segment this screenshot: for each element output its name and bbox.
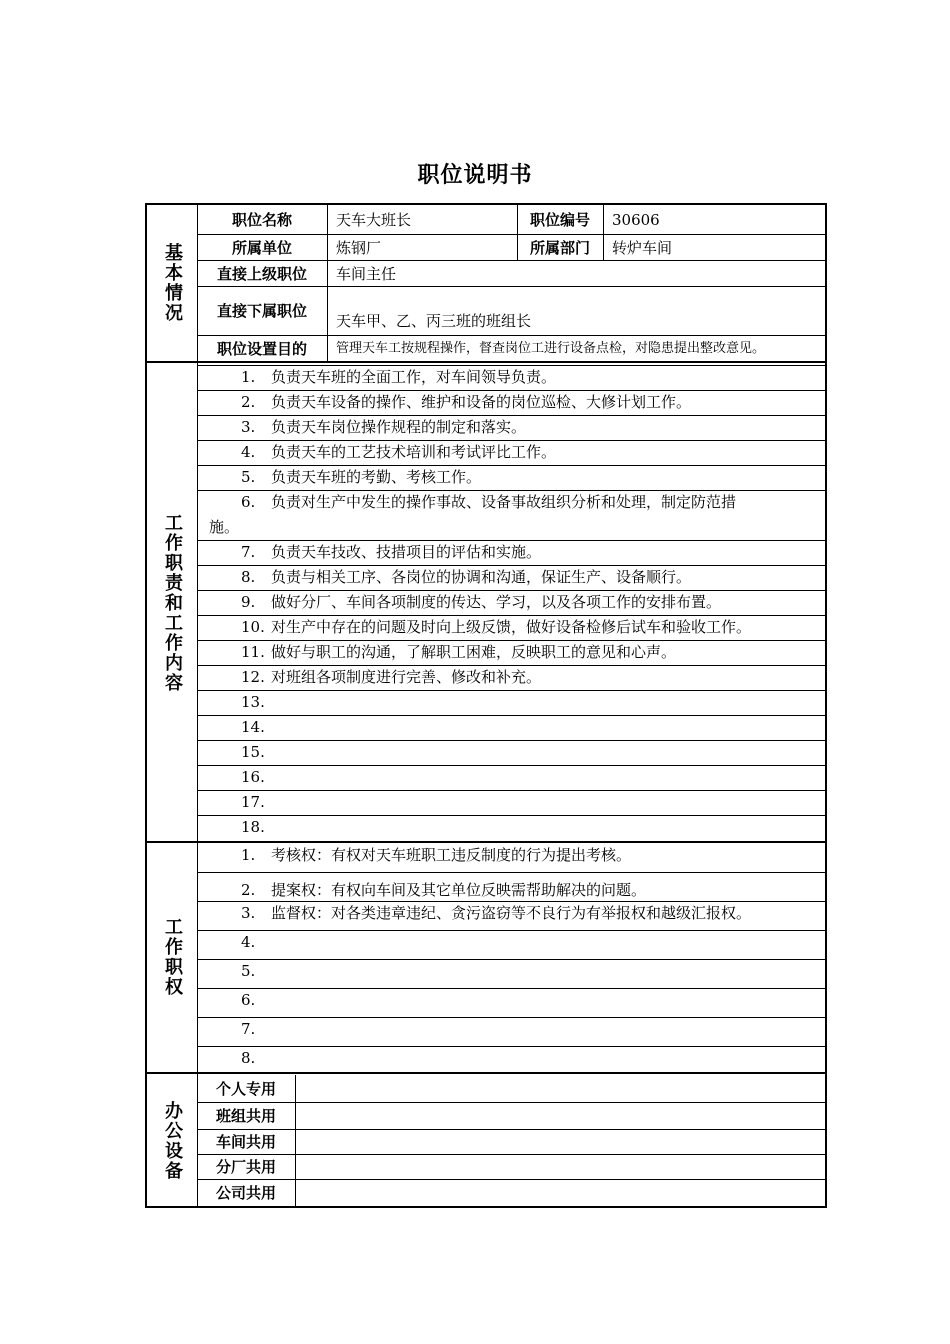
authority-item [209,843,821,872]
duty-number: 5. [241,468,256,486]
authority-item [209,872,821,901]
department-label: 所属部门 [529,238,590,257]
duty-item [209,465,821,490]
equipment-label: 个人专用 [215,1080,276,1098]
duty-number: 9. [241,593,256,611]
duty-text: 负责天车技改、技措项目的评估和实施。 [271,543,542,561]
duty-item [209,590,821,615]
authority-number: 3. [241,904,256,922]
duty-number: 8. [241,568,256,586]
authority-number: 5. [241,962,256,980]
duty-number: 11. [241,643,265,661]
duty-item [209,765,821,790]
authority-item [209,1046,821,1072]
duty-item [209,740,821,765]
duty-number: 17. [241,793,265,811]
authority-item [209,1017,821,1046]
duty-text: 负责与相关工序、各岗位的协调和沟通，保证生产、设备顺行。 [271,568,692,586]
duty-number: 14. [241,718,265,736]
duty-text: 做好分厂、车间各项制度的传达、学习，以及各项工作的安排布置。 [271,593,722,611]
section-authority: 工作职权 [162,917,183,997]
duty-number: 3. [241,418,256,436]
equipment-label: 分厂共用 [215,1158,276,1176]
section-duties: 工作职责和工作内容 [162,513,183,693]
equipment-value [295,1129,823,1154]
duty-text: 负责天车设备的操作、维护和设备的岗位巡检、大修计划工作。 [271,393,692,411]
purpose-label: 职位设置目的 [216,339,307,358]
superior-label: 直接上级职位 [216,264,307,283]
duty-item [209,690,821,715]
authority-item [209,901,821,930]
equipment-value [295,1075,823,1102]
equipment-value [295,1179,823,1206]
authority-number: 1. [241,846,256,864]
equipment-label: 公司共用 [215,1184,276,1202]
position-name-label: 职位名称 [231,211,292,229]
duty-item [209,540,821,565]
duty-number: 16. [241,768,265,786]
equipment-label: 车间共用 [215,1133,276,1151]
authority-item [209,930,821,959]
duty-text: 做好与职工的沟通，了解职工困难，反映职工的意见和心声。 [271,643,677,661]
duty-number: 1. [241,368,256,386]
authority-item [209,959,821,988]
equipment-label: 班组共用 [215,1107,276,1125]
duty-item [209,490,821,540]
duty-number: 2. [241,393,256,411]
duty-number: 10. [241,618,265,636]
duty-text: 负责对生产中发生的操作事故、设备事故组织分析和处理，制定防范措 [271,493,737,511]
duty-item [209,415,821,440]
unit-value: 炼钢厂 [336,238,382,257]
purpose-value: 管理天车工按规程操作，督查岗位工进行设备点检，对隐患提出整改意见。 [336,340,766,356]
section-basic-info: 基本情况 [162,243,183,323]
department-value: 转炉车间 [612,238,673,257]
authority-text: 监督权：对各类违章违纪、贪污盗窃等不良行为有举报权和越级汇报权。 [271,904,752,922]
duty-item [209,440,821,465]
authority-number: 6. [241,991,256,1009]
duty-number: 13. [241,693,265,711]
duty-text: 负责天车班的全面工作，对车间领导负责。 [271,368,557,386]
duty-number: 6. [241,493,256,511]
authority-item [209,988,821,1017]
duty-text: 对生产中存在的问题及时向上级反馈，做好设备检修后试车和验收工作。 [271,618,752,636]
position-name-value: 天车大班长 [336,211,412,229]
duty-text: 负责天车的工艺技术培训和考试评比工作。 [271,443,557,461]
duty-item [209,640,821,665]
authority-number: 4. [241,933,256,951]
duty-item [209,790,821,815]
position-code-value: 30606 [612,210,660,229]
unit-label: 所属单位 [231,238,292,257]
equipment-value [295,1154,823,1179]
duty-item [209,365,821,390]
duty-number: 4. [241,443,256,461]
equipment-value [295,1102,823,1129]
section-equipment: 办公设备 [162,1100,183,1181]
superior-value: 车间主任 [336,264,397,283]
duty-item [209,390,821,415]
authority-text: 提案权：有权向车间及其它单位反映需帮助解决的问题。 [271,881,647,899]
duty-item [209,565,821,590]
authority-number: 8. [241,1049,256,1067]
authority-number: 2. [241,881,256,899]
duty-number: 7. [241,543,256,561]
duty-item [209,815,821,841]
duty-text: 负责天车岗位操作规程的制定和落实。 [271,418,527,436]
subordinate-value: 天车甲、乙、丙三班的班组长 [336,312,532,330]
duty-text: 对班组各项制度进行完善、修改和补充。 [271,668,542,686]
page-title: 职位说明书 [417,163,533,188]
authority-number: 7. [241,1020,256,1038]
duty-item [209,665,821,690]
duty-item [209,715,821,740]
duty-item [209,615,821,640]
authority-text: 考核权：有权对天车班职工违反制度的行为提出考核。 [271,846,632,864]
duty-text-continued: 施。 [209,518,240,536]
duty-number: 18. [241,818,265,836]
position-code-label: 职位编号 [529,211,590,229]
duty-number: 12. [241,668,265,686]
subordinate-label: 直接下属职位 [216,302,307,320]
duty-text: 负责天车班的考勤、考核工作。 [271,468,482,486]
duty-number: 15. [241,743,265,761]
